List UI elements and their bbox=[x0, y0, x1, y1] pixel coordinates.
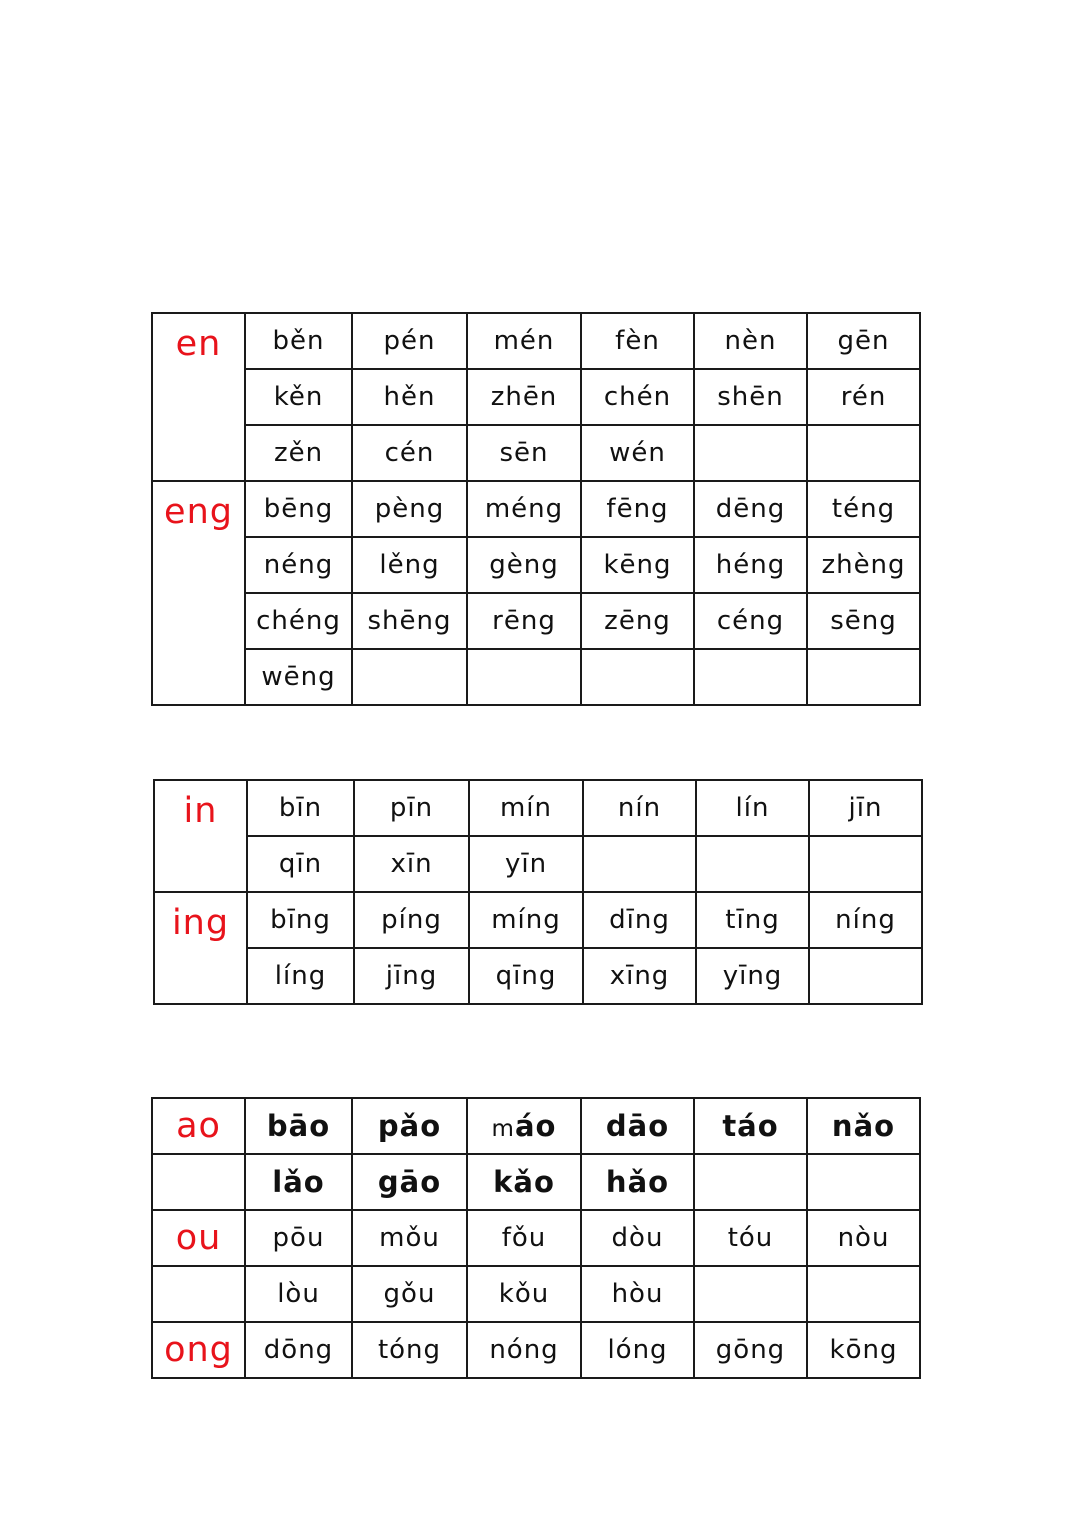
empty-cell bbox=[807, 425, 920, 481]
syllable-cell: kǒu bbox=[467, 1266, 581, 1322]
empty-cell bbox=[581, 649, 694, 705]
syllable-cell: xīng bbox=[583, 948, 696, 1004]
syllable-cell: jīng bbox=[354, 948, 469, 1004]
syllable-cell: zhēn bbox=[467, 369, 581, 425]
empty-cell bbox=[696, 836, 809, 892]
syllable-cell: yīn bbox=[469, 836, 583, 892]
syllable-cell: kěn bbox=[245, 369, 352, 425]
syllable-cell: gōng bbox=[694, 1322, 807, 1378]
syllable-cell: mín bbox=[469, 780, 583, 836]
syllable-cell: líng bbox=[247, 948, 354, 1004]
syllable-cell: nǎo bbox=[807, 1098, 920, 1154]
syllable-cell: bēng bbox=[245, 481, 352, 537]
final-label-ao: ao bbox=[152, 1098, 245, 1154]
syllable-cell: dāo bbox=[581, 1098, 694, 1154]
syllable-cell: fēng bbox=[581, 481, 694, 537]
syllable-cell: qīng bbox=[469, 948, 583, 1004]
syllable-cell: téng bbox=[807, 481, 920, 537]
syllable-cell-mao bbox=[467, 1098, 581, 1154]
syllable-cell: píng bbox=[354, 892, 469, 948]
en-eng-table bbox=[151, 312, 921, 706]
syllable-cell: hěn bbox=[352, 369, 467, 425]
syllable-cell: bīng bbox=[247, 892, 354, 948]
empty-cell bbox=[694, 1266, 807, 1322]
syllable-cell: bīn bbox=[247, 780, 354, 836]
syllable-cell: jīn bbox=[809, 780, 922, 836]
empty-cell bbox=[583, 836, 696, 892]
empty-cell bbox=[809, 948, 922, 1004]
syllable-cell: kǎo bbox=[467, 1154, 581, 1210]
syllable-cell: méng bbox=[467, 481, 581, 537]
final-label-ou: ou bbox=[152, 1210, 245, 1266]
syllable-cell: mǒu bbox=[352, 1210, 467, 1266]
syllable-cell: míng bbox=[469, 892, 583, 948]
syllable-cell: néng bbox=[245, 537, 352, 593]
syllable-cell: sēn bbox=[467, 425, 581, 481]
syllable-cell: pīn bbox=[354, 780, 469, 836]
syllable-cell: wēng bbox=[245, 649, 352, 705]
syllable-cell: lóng bbox=[581, 1322, 694, 1378]
syllable-cell: lòu bbox=[245, 1266, 352, 1322]
final-label-en: en bbox=[152, 313, 245, 481]
syllable-cell: bāo bbox=[245, 1098, 352, 1154]
syllable-cell: shēn bbox=[694, 369, 807, 425]
syllable-cell: cén bbox=[352, 425, 467, 481]
syllable-cell: tóu bbox=[694, 1210, 807, 1266]
syllable-initial: m bbox=[491, 1116, 515, 1142]
in-ing-table bbox=[153, 779, 923, 1005]
empty-cell bbox=[467, 649, 581, 705]
syllable-cell: tóng bbox=[352, 1322, 467, 1378]
syllable-cell: rén bbox=[807, 369, 920, 425]
empty-cell bbox=[694, 1154, 807, 1210]
syllable-cell: níng bbox=[809, 892, 922, 948]
syllable-cell: mén bbox=[467, 313, 581, 369]
syllable-cell: pèng bbox=[352, 481, 467, 537]
syllable-cell: pǎo bbox=[352, 1098, 467, 1154]
syllable-cell: dòu bbox=[581, 1210, 694, 1266]
syllable-cell: héng bbox=[694, 537, 807, 593]
syllable-cell: hǎo bbox=[581, 1154, 694, 1210]
syllable-cell: kōng bbox=[807, 1322, 920, 1378]
syllable-cell: kēng bbox=[581, 537, 694, 593]
syllable-cell: nín bbox=[583, 780, 696, 836]
syllable-cell: chén bbox=[581, 369, 694, 425]
syllable-cell: tīng bbox=[696, 892, 809, 948]
final-label-ing: ing bbox=[154, 892, 247, 1004]
syllable-cell: fèn bbox=[581, 313, 694, 369]
syllable-cell: yīng bbox=[696, 948, 809, 1004]
syllable-cell: lín bbox=[696, 780, 809, 836]
final-label-in: in bbox=[154, 780, 247, 892]
empty-cell bbox=[694, 425, 807, 481]
syllable-cell: pén bbox=[352, 313, 467, 369]
syllable-cell: gèng bbox=[467, 537, 581, 593]
syllable-cell: dīng bbox=[583, 892, 696, 948]
empty-cell bbox=[694, 649, 807, 705]
syllable-final: áo bbox=[514, 1109, 557, 1143]
empty-cell bbox=[807, 649, 920, 705]
syllable-cell: gǒu bbox=[352, 1266, 467, 1322]
syllable-cell: nóng bbox=[467, 1322, 581, 1378]
syllable-cell: shēng bbox=[352, 593, 467, 649]
empty-cell bbox=[809, 836, 922, 892]
syllable-cell: gāo bbox=[352, 1154, 467, 1210]
syllable-cell: xīn bbox=[354, 836, 469, 892]
syllable-cell: fǒu bbox=[467, 1210, 581, 1266]
syllable-cell: hòu bbox=[581, 1266, 694, 1322]
syllable-cell: lěng bbox=[352, 537, 467, 593]
syllable-cell: céng bbox=[694, 593, 807, 649]
syllable-cell: rēng bbox=[467, 593, 581, 649]
empty-cell bbox=[807, 1266, 920, 1322]
syllable-cell: běn bbox=[245, 313, 352, 369]
empty-cell bbox=[352, 649, 467, 705]
syllable-cell: pōu bbox=[245, 1210, 352, 1266]
syllable-cell: wén bbox=[581, 425, 694, 481]
syllable-cell: táo bbox=[694, 1098, 807, 1154]
final-label-ong: ong bbox=[152, 1322, 245, 1378]
syllable-cell: zěn bbox=[245, 425, 352, 481]
syllable-cell: zhèng bbox=[807, 537, 920, 593]
syllable-cell: chéng bbox=[245, 593, 352, 649]
syllable-cell: dōng bbox=[245, 1322, 352, 1378]
ao-ou-ong-table bbox=[151, 1097, 921, 1379]
final-label-eng: eng bbox=[152, 481, 245, 705]
syllable-cell: nèn bbox=[694, 313, 807, 369]
empty-label-cell bbox=[152, 1266, 245, 1322]
syllable-cell: dēng bbox=[694, 481, 807, 537]
syllable-cell: zēng bbox=[581, 593, 694, 649]
empty-label-cell bbox=[152, 1154, 245, 1210]
syllable-cell: gēn bbox=[807, 313, 920, 369]
syllable-cell: nòu bbox=[807, 1210, 920, 1266]
syllable-cell: lǎo bbox=[245, 1154, 352, 1210]
syllable-cell: qīn bbox=[247, 836, 354, 892]
empty-cell bbox=[807, 1154, 920, 1210]
syllable-cell: sēng bbox=[807, 593, 920, 649]
